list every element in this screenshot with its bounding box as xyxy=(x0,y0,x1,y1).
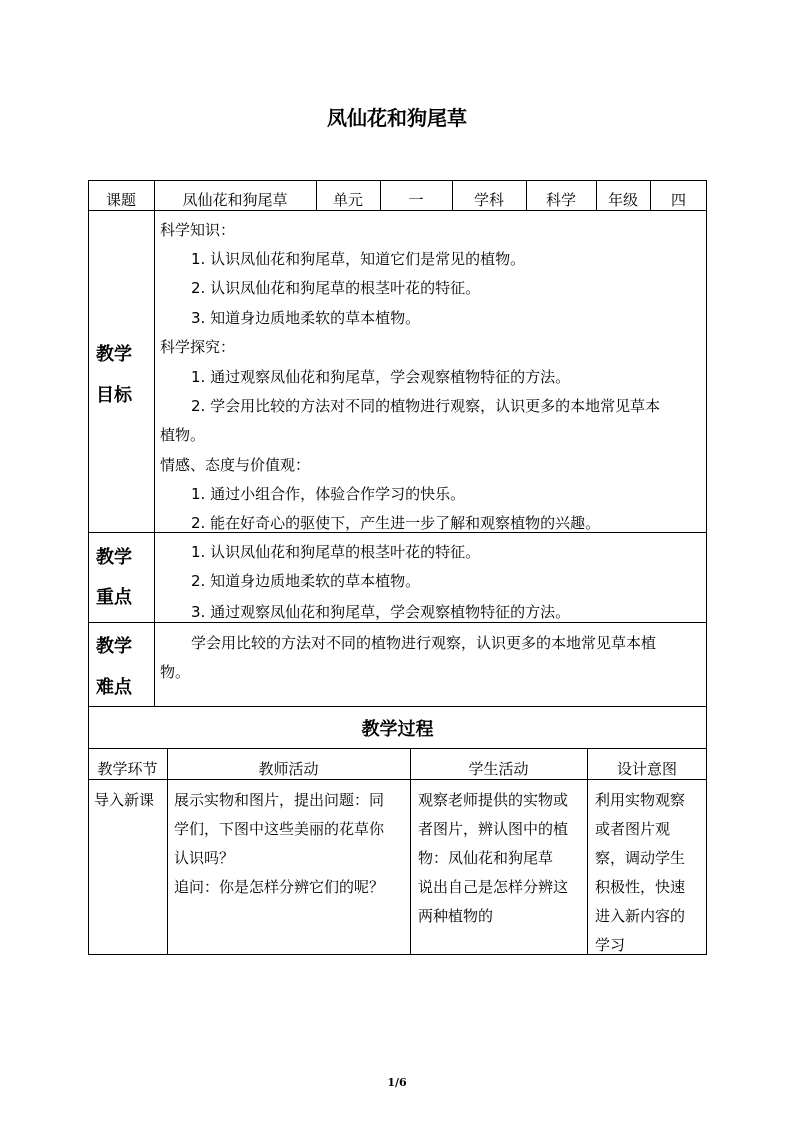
unit-label: 单元 xyxy=(332,191,363,209)
objective-line: 3. 知道身边质地柔软的草本植物。 xyxy=(191,309,421,327)
intent-line: 学习 xyxy=(595,936,626,954)
keypoint-line: 2. 知道身边质地柔软的草本植物。 xyxy=(191,572,421,590)
teacher-line: 追问：你是怎样分辨它们的呢？ xyxy=(174,878,385,896)
keypoints-label-2: 重点 xyxy=(96,587,132,608)
column-header-teacher: 教师活动 xyxy=(258,760,319,778)
keypoint-line: 1. 认识凤仙花和狗尾草的根茎叶花的特征。 xyxy=(191,543,481,561)
grade-label: 年级 xyxy=(607,191,638,209)
intent-line: 积极性，快速 xyxy=(595,878,686,896)
intent-line: 或者图片观 xyxy=(595,820,671,838)
objectives-label-1: 教学 xyxy=(96,344,132,365)
intent-line: 利用实物观察 xyxy=(595,791,686,809)
subject-label: 学科 xyxy=(473,191,504,209)
student-line: 者图片，辨认图中的植 xyxy=(418,820,569,838)
objective-line: 植物。 xyxy=(160,426,206,444)
student-line: 两种植物的 xyxy=(418,907,494,925)
page-number: 1/6 xyxy=(387,1076,407,1089)
objective-line: 1. 通过观察凤仙花和狗尾草，学会观察植物特征的方法。 xyxy=(191,368,571,386)
page-title: 凤仙花和狗尾草 xyxy=(327,106,467,130)
difficulty-line: 学会用比较的方法对不同的植物进行观察，认识更多的本地常见草本植 xyxy=(191,634,657,652)
column-header-intent: 设计意图 xyxy=(616,760,677,778)
grade-value: 四 xyxy=(670,191,686,209)
course-label: 课题 xyxy=(105,191,136,209)
objective-line: 2. 学会用比较的方法对不同的植物进行观察，认识更多的本地常见草本 xyxy=(191,397,661,415)
teacher-line: 学们，下图中这些美丽的花草你 xyxy=(174,820,385,838)
student-line: 观察老师提供的实物或 xyxy=(418,791,569,809)
student-line: 物：凤仙花和狗尾草 xyxy=(418,849,554,867)
student-line: 说出自己是怎样分辨这 xyxy=(418,878,569,896)
objective-line: 科学知识： xyxy=(160,221,236,239)
objectives-label-2: 目标 xyxy=(96,385,132,406)
intent-line: 察，调动学生 xyxy=(595,849,686,867)
keypoint-line: 3. 通过观察凤仙花和狗尾草，学会观察植物特征的方法。 xyxy=(191,603,571,621)
difficulties-label-1: 教学 xyxy=(96,636,132,657)
difficulty-line: 物。 xyxy=(160,663,191,681)
intent-line: 进入新内容的 xyxy=(595,907,686,925)
objective-line: 2. 认识凤仙花和狗尾草的根茎叶花的特征。 xyxy=(191,279,481,297)
column-header-stage: 教学环节 xyxy=(97,760,158,778)
subject-value: 科学 xyxy=(545,191,576,209)
objective-line: 科学探究： xyxy=(160,338,236,356)
column-header-student: 学生活动 xyxy=(468,760,529,778)
objective-line: 1. 认识凤仙花和狗尾草，知道它们是常见的植物。 xyxy=(191,250,526,268)
teacher-line: 展示实物和图片，提出问题：同 xyxy=(174,791,385,809)
stage-cell: 导入新课 xyxy=(94,791,155,809)
objective-line: 1. 通过小组合作，体验合作学习的快乐。 xyxy=(191,485,466,503)
objective-line: 情感、态度与价值观： xyxy=(160,456,311,474)
difficulties-label-2: 难点 xyxy=(96,677,132,698)
objective-line: 2. 能在好奇心的驱使下，产生进一步了解和观察植物的兴趣。 xyxy=(191,514,601,532)
keypoints-label-1: 教学 xyxy=(96,547,132,568)
process-heading: 教学过程 xyxy=(361,719,434,740)
unit-value: 一 xyxy=(408,191,424,209)
course-value: 凤仙花和狗尾草 xyxy=(182,191,288,209)
teacher-line: 认识吗？ xyxy=(174,849,235,867)
